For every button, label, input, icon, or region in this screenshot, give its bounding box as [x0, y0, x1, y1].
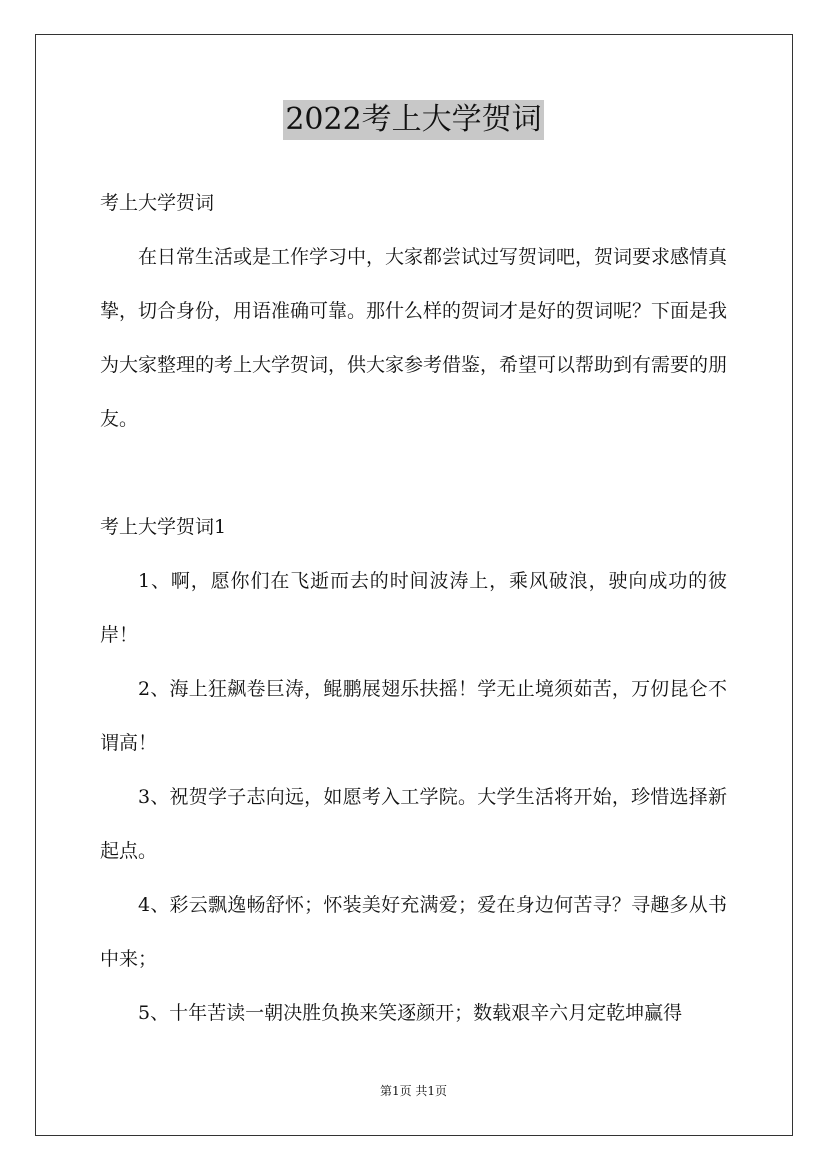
list-item: 1、啊，愿你们在飞逝而去的时间波涛上，乘风破浪，驶向成功的彼岸！	[100, 570, 727, 646]
title-container	[0, 100, 827, 140]
document-heading: 考上大学贺词	[100, 192, 215, 214]
list-item: 5、十年苦读一朝决胜负换来笑逐颜开；数载艰辛六月定乾坤赢得	[138, 1002, 683, 1024]
document-title: 2022考上大学贺词	[283, 100, 543, 140]
intro-paragraph: 在日常生活或是工作学习中，大家都尝试过写贺词吧，贺词要求感情真挚，切合身份，用语准确可靠。那什么样的贺词才是好的贺词呢？下面是我为大家整理的考上大学贺词，供大家参考借鉴，希望可以帮助到有需要的朋友。	[100, 246, 728, 430]
list-item: 4、彩云飘逸畅舒怀；怀装美好充满爱；爱在身边何苦寻？寻趣多从书中来；	[100, 894, 727, 970]
list-item: 3、祝贺学子志向远，如愿考入工学院。大学生活将开始，珍惜选择新起点。	[100, 786, 727, 862]
page-footer: 第1页 共1页	[379, 1084, 448, 1098]
list-item: 2、海上狂飙卷巨涛，鲲鹏展翅乐扶摇！学无止境须茹苦，万仞昆仑不谓高！	[100, 678, 727, 754]
blank-line	[100, 446, 727, 500]
section-heading: 考上大学贺词1	[100, 516, 227, 538]
document-body	[100, 176, 727, 1040]
